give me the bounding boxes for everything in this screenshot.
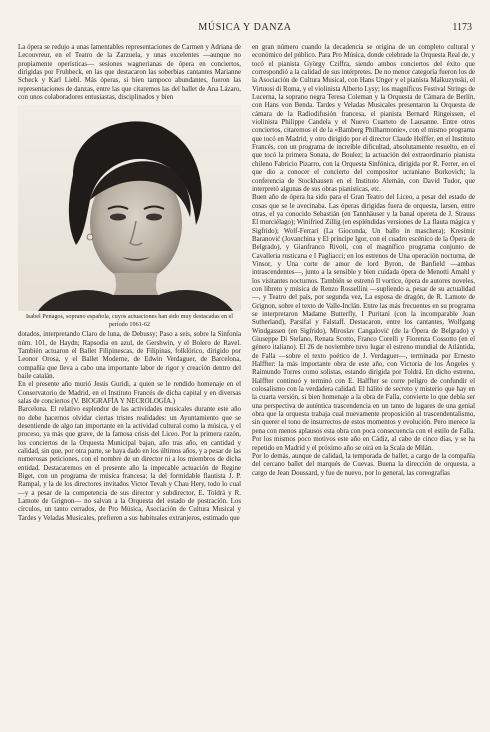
right-column xyxy=(252,44,475,724)
portrait-photo xyxy=(18,105,241,311)
page-number: 1173 xyxy=(452,22,472,33)
paragraph: Por lo demás, aunque de calidad, la temporada de ballet, a cargo de la compañía del cercano ballet del marqués de Cuevas. Buena la dirección de orquesta, a cargo de Jean Doussard, y fue de nuevo, por lo general, las coreografías xyxy=(252,452,475,477)
running-title: MÚSICA Y DANZA xyxy=(198,22,292,33)
paragraph: Buen año de ópera ha sido para el Gran Teatro del Liceo, a pesar del estado de cosas que se le avecinaba. Las óperas dirigidas fuera de orquesta, larsen, entre otras, el ya conocido Sebastián (en Tannhäuser y la banal opereta de J. Strauss El murciélago); Winifried Zillig (en espléndidas versiones de La flauta mágica y Sigfrido); Wolf-Ferrari (La Gioconda, Un ballo in maschera); Kresimir Baranović (Jovanchina y El príncipe Igor, con el cuadro escénico de la Ópera de Belgrado), y Gianfranco Rivoli, con el magnífico programa conjunto de Cavalleria rusticana e I Pagliacci; en los estrenos de Una operación nocturna, de Vinsor, y Una corte de amor de lord Byron, de Banfield —ambas intrascendentes—, junto a la sensible y bien cuidada ópera de Menotti Amahl y los visitantes nocturnos. También se estrenó Il vortice, ópera de autores noveles, con libreto y música de Renzo Rossellini —supliendo a, pesar de su actualidad—, y Teatro del país, por segunda vez, La esposa de dragón, de R. Lamote de Grignon, sobre el texto de Valle-Inclán. Entre las más frecuentes en su programa se interpretaron Madame Butterfly, I Puritani (con la incomparable Joan Sutherland), Parsifal y Falstaff. Destacaron, entre los cantantes, Wolfgang Windgassen (en Sigfrido), Miroslav Cangalović (de la Ópera de Belgrado) y Giuseppe Di Stefano, Renata Scotto, Franco Corelli y Fiorenza Cossotto (en el género italiano). El 26 de noviembre tuvo lugar el estreno mundial de Atlántida, de Falla —sobre el texto poético de J. Verdaguer—, terminada por Ernesto Halffter: la más importante obra de este año, con Victoria de los Ángeles y Raimundo Torres como solistas, estando dirigida por Toldrá. En dicho estreno, Halffter continuó y terminó con E. Halffter se corre peligro de confundir el colosalismo con la verdadera calidad. El hálito de secreto y misterio que hay en la cuarta versión, si bien homenaje a la obra de Falla, convierte lo que debía ser una perspectiva de auténtica trascendencia en un tanto de lugares de una genial obra que la orquesta trabaja cual nuevamente proposición al trascendentalismo, sin querer el tono de insurrectos de estos momentos y evolución. Pero merece la pena con menos aplausos esta obra con poca consecuencia con el estilo de Falla. Por los mismos poco motivos este año en Cádiz, al cabo de cinco días, y se ha repetido en Madrid y el próximo año se oirá en la Scala de Milán. xyxy=(252,194,475,452)
page-header xyxy=(0,22,490,36)
photo-caption: Isabel Penagos, soprano española, cuyos actuaciones han sido muy destacadas en el período 1961-62 xyxy=(25,313,234,328)
paragraph: La ópera se redujo a unas lamentables representaciones de Carmen y Adriana de Lecouvreur, en el Teatro de la Zarzuela, y unas excelentes —aunque no propiamente operísticas— sesiones wagnerianas de ópera en conciertos, dirigidas por Fruhbeck, en las que destacaron las soberbias cantantes Marianne Scheck y Karl Liebl. Más óperas, si bien tampoco abundantes, fueron las representaciones de danzas, entre las que citaremos las del ballet de Ana Lázaro, con unos colaboradores entusiastas, disciplinados y bien xyxy=(18,44,241,102)
paragraph: Barcelona. El relativo esplendor de las actividades musicales durante este año no debe hacernos olvidar ciertas tristes realidades: un Ayuntamiento que se desentiende de algo tan importante en la actividad cultural como la música, y el proceso, ya más que grave, de la famosa crisis del Liceo. Por la primera razón, los conciertos de la Orquesta Municipal bajan, año tras año, en cantidad y calidad, sin que, por otra parte, se haya dado en los últimos años, y a pesar de las numerosas peticiones, con el nombre de un director ni a los miembros de dicha entidad. Destacaremos en el presente año la impecable actuación de Regine Biget, con un programa de música francesa; la del formidable flautista J. P. Rampal, y la de los directores invitados Victor Tevah y Chau Hery, todo lo cual —y a pesar de la competencia de sus director y subdirector, E. Toldrá y R. Lamote de Grignon— no salvan a la Orquesta del estado de postración. Los círculos, un tanto cerrados, de Pro Música, Asociación de Cultura Musical y Tardes y Veladas Musicales, prefieren a sus habituales extranjeros, estimado que xyxy=(18,406,241,522)
paragraph: dotados, interpretando Claro de luna, de Debussy; Paso a seis, sobre la Sinfonía núm. 101, de Haydn; Rapsodia en azul, de Gershwin, y el Bolero de Ravel. También actuaron el Ballet Filipinescas, de Filipinas, folklórico, dirigido por Leonor Orosa, y el Ballet Moderne, de Edwin Verdaguer, de Barcelona, compañía que lleva a cabo una importante labor de rigor y creación dentro del baile catalán. xyxy=(18,331,241,380)
left-column xyxy=(18,44,241,724)
portrait-image xyxy=(18,105,241,311)
paragraph: En el presente año murió Jesús Guridi, a quien se le rendido homenaje en el Conservatorio de Madrid, en el Instituto Francés de dicha capital y en diversas salas de conciertos (V. BIOGRAFÍA Y NECROLOGÍA.) xyxy=(18,381,241,405)
paragraph: en gran número cuando la decadencia se origina de un completo cultural y económico del público. Para Pro Música, donde celebrade la Orquesta Real de, y tocó el pianista György Cziffra, siendo ambos conciertos del éxito que correspondió a la calidad de sus intérpretes. De no menor categoría fueron los de la Asociación de Cultura Musical, con Hans Unger y el pianista Malkuzynski, el Virtuosi di Roma, y el violinista Alberto Lysy; los magníficos Festival Strings de Lucerna, la soprano negra Teresa Coleman y la Orquesta de Cámara de Berlín, con Hans von Benda. Tardes y Veladas Musicales presentaron la Orquesta de cámara de la Radiodifusión francesa, el pianista Bernard Ringeissen, el violinista Philippe Candela y el Nuevo Cuarteto de Lausanne. Entre otros conciertos, citaremos el de la «Bamberg Philharmonie», con el mismo programa que tocó en Madrid, y otro dirigido por el director Claude Helffer, en el Instituto Francés, con un programa de increíble dificultad, absolutamente resuelto, en el que tocó la primera Sonata, de Boulez; la actuación del extraordinario pianista chileno Fabricio Pizarro, con la Orquesta Sinfónica, dirigida por R. Ferrer, en el que dio a conocer el concierto del compositor ucraniano Borkovich; la conferencia de Stockhausen en el Instituto Alemán, con David Tudor, que interpretó algunas de sus obras pianísticas, etc. xyxy=(252,44,475,193)
